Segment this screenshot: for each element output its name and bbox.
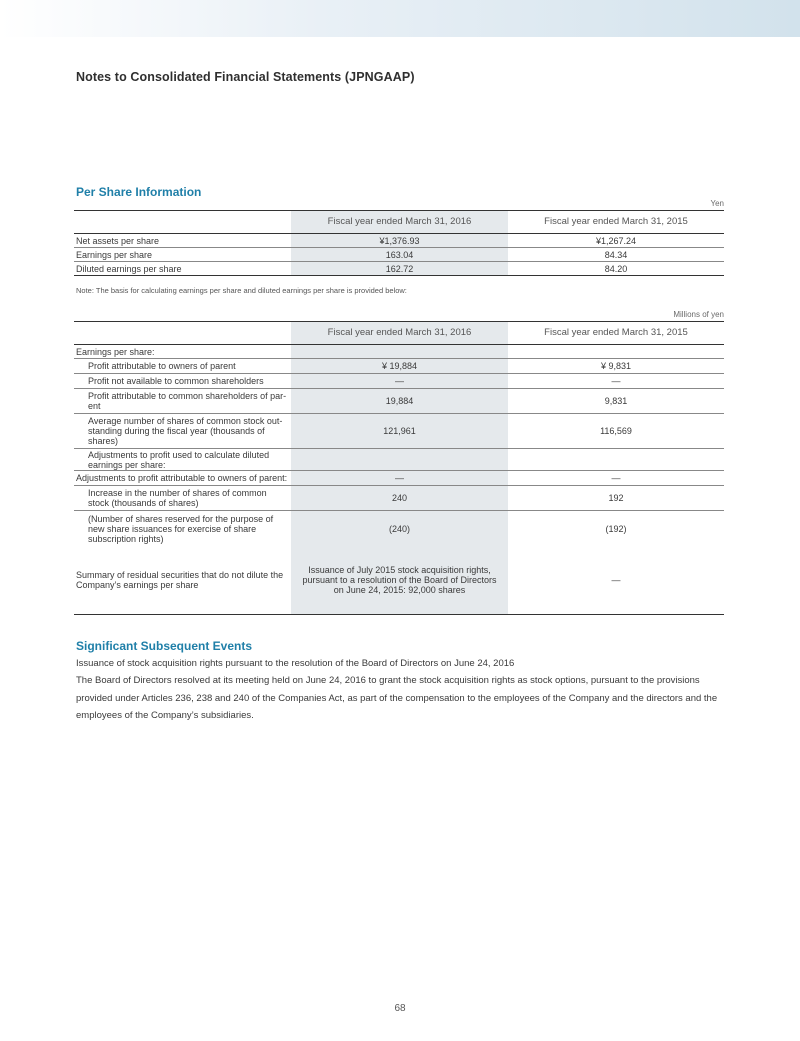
row-label: Summary of residual securities that do not dilute the Company’s earnings per share — [74, 547, 291, 615]
per-share-title: Per Share Information — [76, 185, 202, 199]
value-2015: — — [508, 374, 724, 389]
value-2015: ¥1,267.24 — [508, 234, 724, 248]
table-row — [74, 345, 724, 359]
value-2016: 19,884 — [291, 389, 508, 414]
row-label: (Number of shares reserved for the purpose of new share issuances for exercise of share subscription rights) — [88, 513, 274, 544]
value-2016: 240 — [291, 486, 508, 511]
value-2016: 163.04 — [291, 248, 508, 262]
value-2015: (192) — [605, 523, 627, 534]
row-label: Increase in the number of shares of common stock (thousands of shares) — [74, 486, 291, 511]
row-label: Adjustments to profit attributable to owners of parent: — [74, 471, 291, 486]
basis-unit: Millions of yen — [673, 310, 724, 319]
subsequent-events-title: Significant Subsequent Events — [76, 639, 253, 653]
table-row — [74, 248, 724, 262]
row-label: Net assets per share — [74, 234, 291, 248]
table-row — [74, 547, 724, 615]
row-label: Earnings per share: — [74, 345, 291, 359]
value-2016 — [291, 449, 508, 471]
row-label: Profit attributable to owners of parent — [74, 359, 291, 374]
value-2016 — [291, 345, 508, 359]
value-2015: ¥ 9,831 — [508, 359, 724, 374]
table-header-row — [74, 322, 724, 345]
header-cell: Fiscal year ended March 31, 2015 — [508, 211, 724, 234]
per-share-note: Note: The basis for calculating earnings per share and diluted earnings per share is provided below: — [76, 286, 407, 295]
row-label: Diluted earnings per share — [74, 262, 291, 276]
value-2015: 84.20 — [508, 262, 724, 276]
value-2015 — [508, 345, 724, 359]
value-2016: — — [291, 374, 508, 389]
table-row — [74, 486, 724, 511]
row-label: Profit attributable to common shareholders of par-ent — [74, 389, 291, 414]
row-label: Average number of shares of common stock out-standing during the fiscal year (thousands of shares) — [74, 414, 291, 449]
table-row — [74, 389, 724, 414]
value-2016: ¥ 19,884 — [291, 359, 508, 374]
table-row — [74, 359, 724, 374]
value-2016: ¥1,376.93 — [291, 234, 508, 248]
page-title: Notes to Consolidated Financial Statements (JPNGAAP) — [76, 70, 415, 84]
value-2015: 9,831 — [508, 389, 724, 414]
per-share-unit: Yen — [710, 199, 724, 208]
table-row — [74, 262, 724, 276]
value-2016: Issuance of July 2015 stock acquisition rights, pursuant to a resolution of the Board of Directors on June 24, 2015: 92,000 shares — [291, 547, 508, 615]
row-label: Adjustments to profit used to calculate diluted earnings per share: — [74, 449, 291, 471]
table-row — [74, 374, 724, 389]
header-cell: Fiscal year ended March 31, 2015 — [508, 322, 724, 345]
header-cell: Fiscal year ended March 31, 2016 — [291, 211, 508, 234]
header-cell — [74, 211, 291, 234]
value-2016: 121,961 — [291, 414, 508, 449]
value-2015: 192 — [508, 486, 724, 511]
basis-table — [74, 321, 724, 615]
table-row — [74, 449, 724, 471]
table-row — [74, 511, 724, 547]
subsequent-events-line: Issuance of stock acquisition rights pursuant to the resolution of the Board of Directors on June 24, 2016 — [76, 658, 515, 669]
table-row — [74, 234, 724, 248]
value-2015: 84.34 — [508, 248, 724, 262]
header-cell — [74, 322, 291, 345]
subsequent-events-body: The Board of Directors resolved at its meeting held on June 24, 2016 to grant the stock acquisition rights as stock options, pursuant to the provisions provided under Articles 236, 238 and 240 of the Companies Act, as part of the compensation to the employees of the Company and the directors and the employees of the Company’s subsidiaries. — [76, 675, 718, 721]
value-2016: — — [291, 471, 508, 486]
value-2015: — — [508, 471, 724, 486]
row-label: Earnings per share — [74, 248, 291, 262]
value-2015: 116,569 — [508, 414, 724, 449]
value-2015 — [508, 449, 724, 471]
value-2016: 162.72 — [291, 262, 508, 276]
header-cell: Fiscal year ended March 31, 2016 — [291, 322, 508, 345]
per-share-table — [74, 210, 724, 276]
table-header-row — [74, 211, 724, 234]
header-band — [0, 0, 800, 37]
table-row — [74, 414, 724, 449]
value-2015: — — [508, 547, 724, 615]
page-number: 68 — [394, 1003, 406, 1014]
value-2016: (240) — [291, 511, 508, 547]
table-row — [74, 471, 724, 486]
row-label: Profit not available to common shareholders — [74, 374, 291, 389]
